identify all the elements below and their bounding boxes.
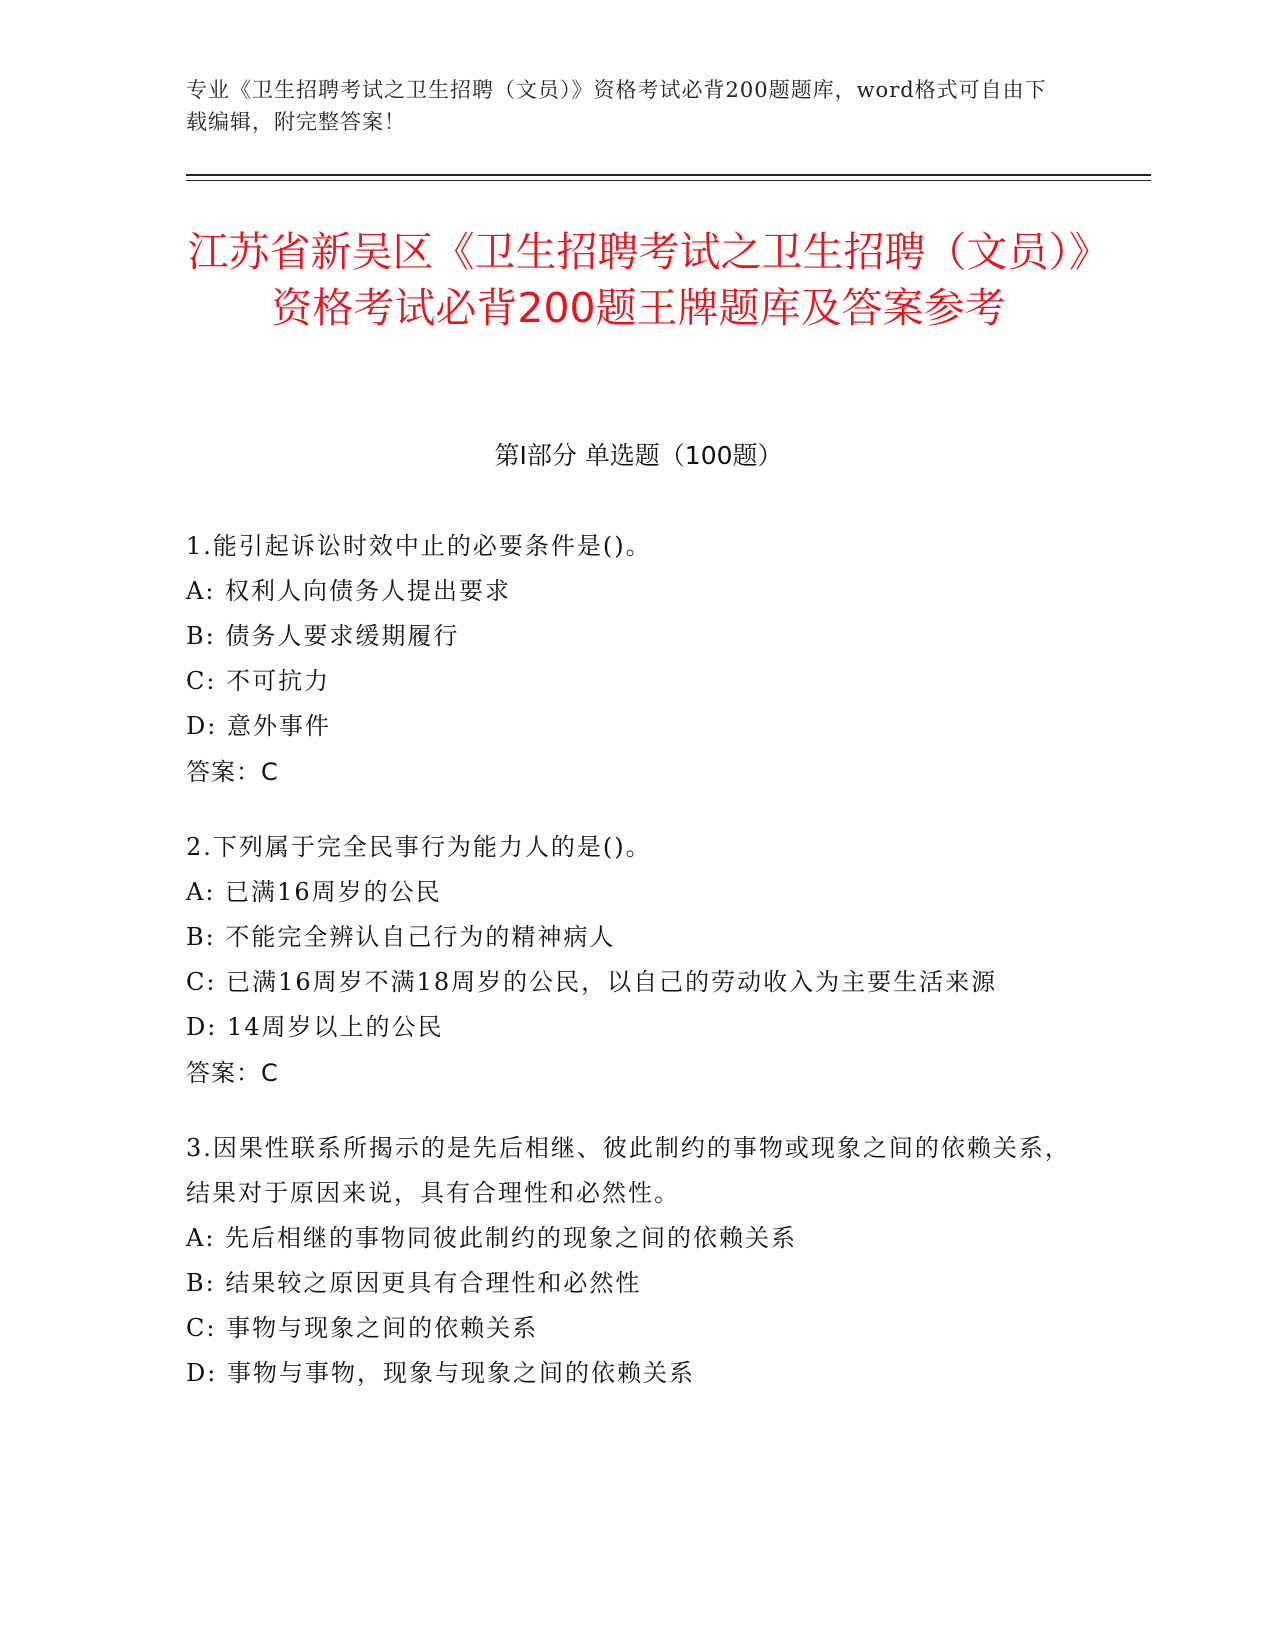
option-b: B: 结果较之原因更具有合理性和必然性: [186, 1269, 642, 1297]
option-a: A: 已满16周岁的公民: [186, 878, 442, 906]
option-b: B: 债务人要求缓期履行: [186, 622, 460, 650]
question-1: [186, 524, 1076, 795]
option-b: B: 不能完全辨认自己行为的精神病人: [186, 923, 616, 951]
answer: 答案：C: [186, 758, 279, 786]
question-stem: 2.下列属于完全民事行为能力人的是()。: [186, 833, 652, 861]
header-rule-thick: [186, 174, 1151, 176]
header-rule-thin: [186, 180, 1151, 181]
option-a: A: 权利人向债务人提出要求: [186, 577, 512, 605]
option-a: A: 先后相继的事物同彼此制约的现象之间的依赖关系: [186, 1224, 798, 1252]
option-d: D: 14周岁以上的公民: [186, 1013, 444, 1041]
question-2: [186, 825, 1076, 1096]
question-3: [186, 1126, 1076, 1396]
section-title: 第Ⅰ部分 单选题（100题）: [494, 441, 783, 470]
document-title: 江苏省新吴区《卫生招聘考试之卫生招聘（文员）》资格考试必背200题王牌题库及答案参考: [187, 228, 1090, 332]
option-d: D: 事物与事物，现象与现象之间的依赖关系: [186, 1359, 695, 1387]
header-note: 专业《卫生招聘考试之卫生招聘（文员）》资格考试必背200题题库，word格式可自由下载编辑，附完整答案！: [186, 78, 1047, 134]
answer: 答案：C: [186, 1059, 279, 1087]
question-stem: 1.能引起诉讼时效中止的必要条件是()。: [186, 532, 652, 560]
option-c: C: 已满16周岁不满18周岁的公民，以自己的劳动收入为主要生活来源: [186, 968, 998, 996]
question-list: [186, 524, 1076, 1426]
option-d: D: 意外事件: [186, 712, 331, 740]
option-c: C: 不可抗力: [186, 667, 331, 695]
question-stem: 3.因果性联系所揭示的是先后相继、彼此制约的事物或现象之间的依赖关系，结果对于原因来说，具有合理性和必然性。: [186, 1134, 1071, 1207]
option-c: C: 事物与现象之间的依赖关系: [186, 1314, 539, 1342]
